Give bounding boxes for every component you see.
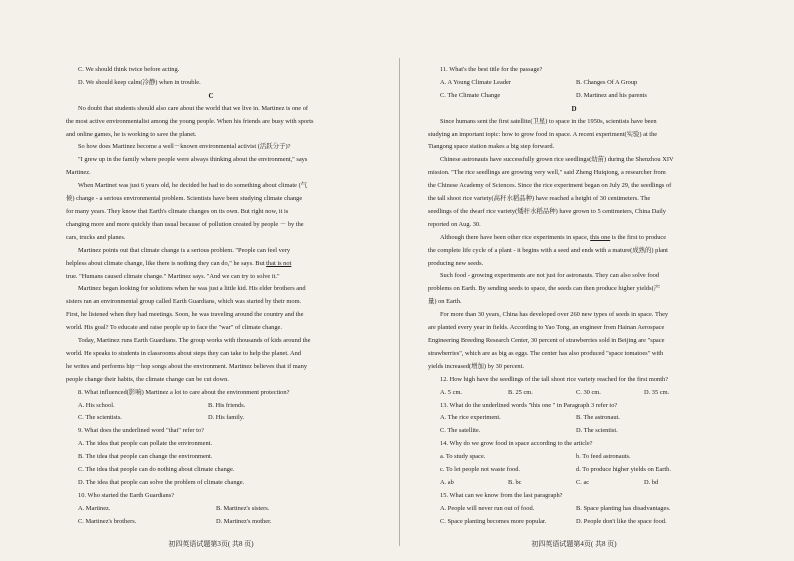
q12-option-d[interactable]: D. 35 cm. bbox=[644, 388, 670, 396]
q13-option-a[interactable]: A. The rice experiment. bbox=[440, 414, 501, 422]
passage-line: strawberries", which are as big as eggs. The center has also produced "space tomatoes" with bbox=[428, 349, 664, 357]
passage-line: people change their habits, the climate change can be cut down. bbox=[66, 375, 229, 383]
passage-line: cars, trucks and planes. bbox=[66, 233, 126, 241]
q13-option-b[interactable]: B. The astronaut. bbox=[576, 414, 620, 422]
passage-line: yields increased(增加) by 30 percent. bbox=[428, 362, 525, 370]
q15-option-d[interactable]: D. People don't like the space food. bbox=[576, 517, 667, 525]
passage-d bbox=[428, 116, 720, 374]
passage-line: the most active environmentalist among the young people. When his friends are busy with sports bbox=[66, 117, 314, 125]
option-line: D. We should keep calm(冷静) when in trouble. bbox=[78, 78, 201, 86]
q13-option-c[interactable]: C. The satellite. bbox=[440, 427, 481, 435]
q11-option-c[interactable]: C. The Climate Change bbox=[440, 91, 501, 99]
page-footer-3: 初四英语试题第3页( 共8 页) bbox=[168, 540, 254, 549]
q11-option-b[interactable]: B. Changes Of A Group bbox=[576, 78, 638, 86]
q14-option-c[interactable]: C. ac bbox=[576, 478, 590, 486]
passage-line: he writes and performs hip－hop songs about the environment. Martinez believes that if many bbox=[66, 362, 308, 370]
section-heading-d: D bbox=[571, 104, 577, 113]
question-14: 14. Why do we grow food in space according to the article? bbox=[440, 440, 593, 448]
q14-statement-b: b. To feed astronauts. bbox=[576, 453, 631, 461]
passage-line: When Martinet was just 6 years old, he decided he had to do something about climate (气 bbox=[78, 182, 308, 190]
passage-line-underlined-that: helpless about climate change, like there is nothing they can do," he says. But that is not bbox=[66, 259, 292, 267]
passage-line: world. His goal? To educate and raise people up to face the "war" of climate change. bbox=[66, 324, 282, 332]
question-12: 12. How high have the seedlings of the tall shoot rice variety reached for the first month? bbox=[440, 375, 669, 383]
q14-statement-d: d. To produce higher yields on Earth. bbox=[576, 466, 671, 473]
passage-line: Martinez. bbox=[66, 169, 91, 177]
q8-option-c[interactable]: C. The scientists. bbox=[78, 414, 122, 422]
q14-option-d[interactable]: D. bd bbox=[644, 478, 659, 486]
passage-line: Since humans sent the first satellite(卫星) to space in the 1950s, scientists have been bbox=[440, 117, 657, 125]
q15-option-a[interactable]: A. People will never run out of food. bbox=[440, 504, 535, 512]
q12-option-a[interactable]: A. 5 cm. bbox=[440, 388, 463, 396]
passage-line: problems on Earth. By sending seeds to space, the seeds can then produce higher yields(产 bbox=[428, 285, 661, 293]
underlined-word: this one bbox=[590, 233, 611, 241]
passage-line: the complete life cycle of a plant - it begins with a seed and ends with a mature(成熟的) plant bbox=[428, 246, 668, 254]
passage-line: producing new seeds. bbox=[428, 259, 484, 267]
passage-line: reported on Aug. 30. bbox=[428, 220, 481, 228]
question-8: 8. What influenced(影响) Martinez a lot to care about the environment protection? bbox=[78, 388, 290, 396]
passage-line: "I grew up in the family where people were always thinking about the environment," says bbox=[78, 156, 308, 164]
passage-line: For more than 30 years, China has developed over 260 new types of seeds in space. They bbox=[440, 311, 669, 319]
q13-option-d[interactable]: D. The scientist. bbox=[576, 427, 618, 435]
passage-line: are planted every year in fields. According to Yao Tong, an engineer from Hainan Aerospace bbox=[428, 324, 665, 332]
q14-option-a[interactable]: A. ab bbox=[440, 478, 454, 486]
passage-line: 候) change - a serious environmental problem. Scientists have been studying climate change bbox=[66, 195, 303, 203]
q9-option-a[interactable]: A. The idea that people can pollate the environment. bbox=[78, 440, 213, 448]
question-15: 15. What can we know from the last paragraph? bbox=[440, 491, 563, 499]
page-footer-4: 初四英语试题第4页( 共8 页) bbox=[531, 540, 617, 549]
question-11: 11. What's the best title for the passage? bbox=[440, 66, 543, 73]
section-heading-c: C bbox=[208, 91, 214, 100]
passage-line: Today, Martinez runs Earth Guardians. The group works with thousands of kids around the bbox=[78, 337, 311, 345]
passage-line: world. He speaks to students in classrooms about steps they can take to help the planet. And bbox=[66, 349, 301, 357]
option-line: C. We should think twice before acting. bbox=[78, 66, 180, 73]
passage-line: No doubt that students should also care about the world that we live in. Martinez is one of bbox=[78, 104, 309, 112]
q14-statement-c: c. To let people not waste food. bbox=[440, 466, 521, 473]
q12-option-c[interactable]: C. 30 cm. bbox=[576, 388, 601, 396]
passage-line: Chinese astronauts have successfully grown rice seedlings(幼苗) during the Shenzhou XIV bbox=[440, 156, 674, 164]
q8-option-a[interactable]: A. His school. bbox=[78, 401, 115, 409]
passage-line: So how does Martinez become a well－known environmental activist (活跃分子)? bbox=[78, 143, 291, 151]
q9-option-c[interactable]: C. The idea that people can do nothing about climate change. bbox=[78, 466, 235, 474]
passage-line: mission. "The rice seedlings are growing very well," said Zheng Huiqiong, a researcher from bbox=[428, 169, 666, 177]
passage-line: the Chinese Academy of Sciences. Since the rice experiment began on July 29, the seedlings of bbox=[428, 182, 672, 190]
passage-line: studying an important topic: how to grow food in space. A recent experiment(实验) at the bbox=[428, 130, 658, 138]
passage-line: Martinez began looking for solutions when he was just a little kid. His elder brothers and bbox=[78, 285, 306, 293]
q15-option-c[interactable]: C. Space planting becomes more popular. bbox=[440, 517, 547, 525]
passage-line: for many years. They know that Earth's climate changes on its own. But right now, it is bbox=[66, 207, 289, 215]
underlined-word: that is not bbox=[266, 259, 292, 267]
q8-option-d[interactable]: D. His family. bbox=[208, 414, 245, 422]
q9-option-b[interactable]: B. The idea that people can change the environment. bbox=[78, 453, 213, 461]
page-divider bbox=[399, 58, 400, 546]
q10-option-b[interactable]: B. Martinez's sisters. bbox=[216, 504, 270, 512]
q11-option-a[interactable]: A. A Young Climate Leader bbox=[440, 78, 511, 86]
question-10: 10. Who started the Earth Guardians? bbox=[78, 491, 175, 499]
passage-line: 量) on Earth. bbox=[428, 298, 462, 306]
passage-line: and online games, he is working to save the planet. bbox=[66, 130, 197, 138]
q15-option-b[interactable]: B. Space planting has disadvantages. bbox=[576, 504, 671, 512]
passage-line: Engineering Breeding Research Center, 30 percent of strawberries sold in Beijing are "space bbox=[428, 337, 665, 344]
passage-c bbox=[66, 103, 356, 387]
exam-page-4 bbox=[428, 64, 720, 549]
passage-line: the tall shoot rice variety(高秆水稻品种) have reached a height of 30 centimeters. The bbox=[428, 195, 651, 203]
question-9: 9. What does the underlined word "that" refer to? bbox=[78, 427, 204, 435]
q12-option-b[interactable]: B. 25 cm. bbox=[508, 388, 533, 396]
q9-option-d[interactable]: D. The idea that people can solve the problem of climate change. bbox=[78, 478, 245, 486]
q10-option-d[interactable]: D. Martinez's mother. bbox=[216, 517, 272, 525]
q11-option-d[interactable]: D. Martinez and his parents bbox=[576, 91, 647, 99]
passage-line: Such food - growing experiments are not just for astronauts. They can also solve food bbox=[440, 272, 660, 280]
exam-page-3 bbox=[66, 64, 356, 549]
passage-line: seedlings of the dwarf rice variety(矮秆水稻品种) have grown to 5 centimeters, China Daily bbox=[428, 207, 666, 215]
passage-line: changing more and more quickly than usual because of pollution created by people － by the bbox=[66, 220, 304, 228]
passage-line: sisters ran an environmental group called Earth Guardians, which was started by their mom. bbox=[66, 298, 302, 306]
q10-option-c[interactable]: C. Martinez's brothers. bbox=[78, 517, 137, 525]
passage-line: true. "Humans caused climate change." Martinez says. "And we can try to solve it." bbox=[66, 272, 280, 280]
passage-line: Martinez points out that climate change is a serious problem. "People can feel very bbox=[78, 246, 291, 254]
q10-option-a[interactable]: A. Martinez. bbox=[78, 504, 111, 512]
question-13: 13. What do the underlined words "this one " in Paragraph 3 refer to? bbox=[440, 401, 618, 409]
q14-statement-a: a. To study space. bbox=[440, 453, 486, 461]
passage-line: Tiangong space station makes a big step forward. bbox=[428, 143, 555, 151]
passage-line: First, he listened when they had meetings. Soon, he was traveling around the country and the bbox=[66, 311, 304, 319]
q14-option-b[interactable]: B. bc bbox=[508, 478, 522, 486]
q8-option-b[interactable]: B. His friends. bbox=[208, 401, 246, 409]
passage-line-underlined-this-one: Although there have been other rice experiments in space, this one is the first to produce bbox=[440, 233, 667, 241]
